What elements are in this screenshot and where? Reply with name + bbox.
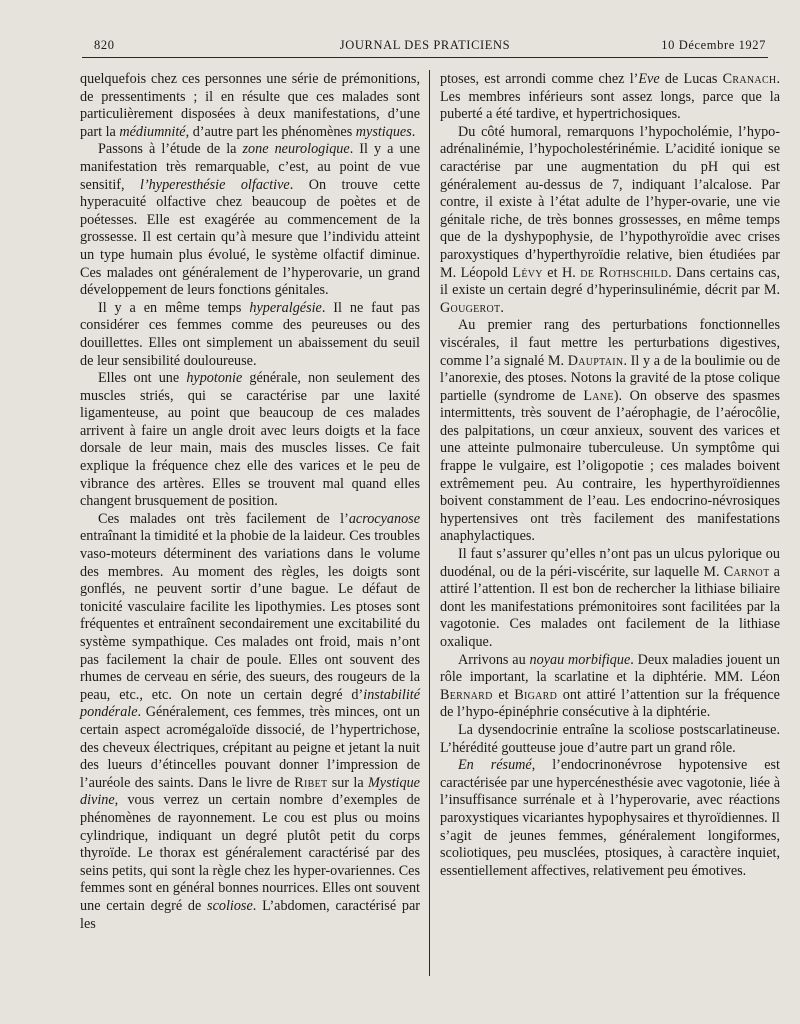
paragraph: Il faut s’assurer qu’elles n’ont pas un ulcus pylorique ou duodénal, ou de la péri-viscérite, sur laquelle M. Carnot a attiré l’attention. Il est bon de rechercher la lithiase biliaire dont les manifestations prémonitoires sont facilitées par la vagotonie. Ces malades ont facilement de la lithiase oxalique. (440, 546, 780, 650)
paragraph: La dysendocrinie entraîne la scoliose postscarlatineuse. L’hérédité goutteuse joue d’autre part un grand rôle. (440, 721, 780, 756)
paragraph: ptoses, est arrondi comme chez l’Eve de Lucas Cranach. Les membres inférieurs sont assez longs, parce que la puberté a été tardive, et hypertrichosiques. (440, 71, 780, 123)
column-divider (429, 70, 430, 976)
paragraph: Arrivons au noyau morbifique. Deux maladies jouent un rôle important, la scarlatine et la diphtérie. MM. Léon Bernard et Bigard ont attiré l’attention sur la fréquence de l’hypo-épinéphrie consécutive à la diphtérie. (440, 651, 780, 721)
journal-title: JOURNAL DES PRATICIENS (339, 38, 511, 52)
issue-date: 10 Décembre 1927 (661, 38, 766, 52)
paragraph: Au premier rang des perturbations fonctionnelles viscérales, il faut mettre les perturbations digestives, comme l’a signalé M. Dauptain. Il y a de la boulimie ou de l’anorexie, des ptoses. Notons la gravité de la ptose colique partielle (syndrome de Lane). On observe des spasmes intermittents, très souvent de l’aérophagie, de l’aérocôlie, des palpitations, un cœur anxieux, souvent des varices et une atteinte pulmonaire tuberculeuse. Un symptôme qui frappe le vulgaire, est l’oligopotie ; ces malades boivent extrêmement peu. Au contraire, les hyperthyroïdiennes boivent constamment de l’eau. Les endocrino-névrosiques hypertensives ont très facilement des manifestations anaphylactiques. (440, 317, 781, 545)
paragraph: Du côté humoral, remarquons l’hypocholémie, l’hypo-adrénalinémie, l’hypocholestérinémie. L’acidité ionique se caractérise par une augmentation du pH qui est généralement au-dessus de 7, indiquant l’alcalose. Par contre, il existe à l’état adulte de l’hyper-ovarie, une vie génitale riche, de très bonnes grossesses, en même temps que de la dyshypophysie, de l’hypothyroïdie avec crises paroxystiques d’hyperthyroïdie relative, bien étudiées par M. Léopold Lévy et H. de Rothschild. Dans certains cas, il existe un certain degré d’hyperinsulinémie, décrit par M. Gougerot. (440, 123, 781, 316)
header-rule (82, 57, 768, 58)
page-number: 820 (94, 38, 115, 52)
paragraph: Il y a en même temps hyperalgésie. Il ne faut pas considérer ces femmes comme des peureuses ou des douillettes. Elles ont simplement un abaissement du seuil de leur sensibilité douloureuse. (80, 299, 420, 369)
right-column (440, 71, 780, 880)
paragraph: quelquefois chez ces personnes une série de prémonitions, de pressentiments ; il en résulte que ces malades sont particulièrement disposées à deux manifestations, d’une part la médiumnité, d’autre part les phénomènes mystiques. (80, 71, 420, 140)
paragraph: En résumé, l’endocrinonévrose hypotensive est caractérisée par une hypercénesthésie avec vagotonie, liée à l’insuffisance surrénale et à l’hyperovarie, avec réactions paroxystiques vicariantes hypophysaires et thyroïdiennes. Il s’agit de jeunes femmes, généralement longiformes, scoliotiques, peu musclées, ptosiques, à caractère inquiet, essentiellement affectives, relativement peu émotives. (440, 757, 780, 879)
paragraph: Elles ont une hypotonie générale, non seulement des muscles striés, qui se caractérise par une laxité ligamenteuse, au point que beaucoup de ces malades arrivent à faire un angle droit avec leurs doigts et la face dorsale de leur main, mais des muscles lisses. Ce fait explique la fréquence chez elle des varices et le peu de vibrance des artères. Elles se trouvent mal quand elles changent brusquement de position. (80, 370, 420, 510)
paragraph: Ces malades ont très facilement de l’acrocyanose entraînant la timidité et la phobie de la laideur. Ces troubles vaso-moteurs déterminent des variations dans le volume des membres. Au moment des règles, les doigts sont gonflés, ne peuvent sortir d’une bague. Le défaut de tonicité vasculaire facilite les lipothymies. Les ptoses sont fréquentes et entraînent secondairement une excitabilité du système sympathique. Ces malades ont froid, mais n’ont pas facilement la chair de poule. Elles ont souvent des rhumes de cerveau en série, des sueurs, des rougeurs de la peau, etc., etc. On note un certain degré d’instabilité pondérale. Généralement, ces femmes, très minces, ont un certain aspect acromégaloïde dissocié, de l’hypertrichose, des cheveux électriques, crépitant au peigne et jetant la nuit des lueurs d’étincelles pouvant donner l’impression de l’auréole des saints. Dans le livre de Ribet sur la Mystique divine, vous verrez un certain nombre d’exemples de phénomènes de rayonnement. Le cou est plus ou moins cylindrique, indiquant un degré plutôt petit du corps thyroïde. Le thorax est généralement caractérisé par des seins petits, qui sont la règle chez les hyper-ovariennes. Ces femmes sont en général bonnes nourrices. Elles ont souvent une certain degré de scoliose. L’abdomen, caractérisé par les (80, 510, 420, 932)
left-column (80, 71, 420, 933)
paragraph: Passons à l’étude de la zone neurologique. Il y a une manifestation très remarquable, c’est, au point de vue sensitif, l’hyperesthésie olfactive. On trouve cette hyperacuité olfactive chez beaucoup de poètes et de poétesses. Elle est exagérée au commencement de la grossesse. Il est certain qu’à mesure que l’individu atteint un type humain plus évolué, le système olfactif diminue. Ces malades ont généralement de l’hyperovarie, un grand développement de leurs fonctions génitales. (80, 141, 421, 299)
